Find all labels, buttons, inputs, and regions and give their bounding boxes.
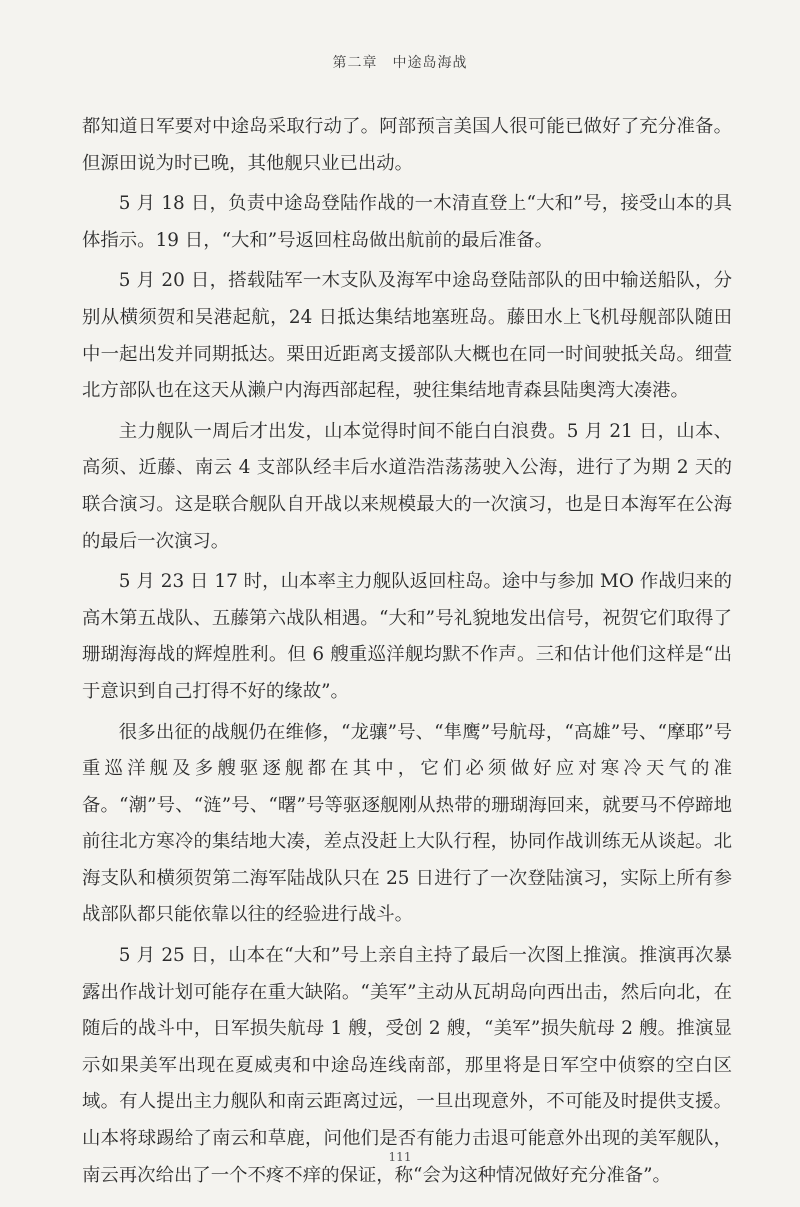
paragraph: 5 月 25 日，山本在“大和”号上亲自主持了最后一次图上推演。推演再次暴露出作战计划可能存在重大缺陷。“美军”主动从瓦胡岛向西出击，然后向北，在随后的战斗中，日军损失航母 1 艘，受创 2 艘，“美军”损失航母 2 艘。推演显示如果美军出现在夏威夷和中途岛连线南部，那里将是日军空中侦察的空白区域。有人提出主力舰队和南云距离过远，一旦出现意外，不可能及时提供支援。山本将球踢给了南云和草鹿，问他们是否有能力击退可能意外出现的美军舰队，南云再次给出了一个不疼不痒的保证，称“会为这种情况做好充分准备”。 [82, 945, 732, 1186]
paragraph: 5 月 20 日，搭载陆军一木支队及海军中途岛登陆部队的田中输送船队，分别从横须贺和吴港起航，24 日抵达集结地塞班岛。藤田水上飞机母舰部队随田中一起出发并同期抵达。栗田近距离支援部队大概也在同一时间驶抵关岛。细萱北方部队也在这天从濑户内海西部起程，驶往集结地青森县陆奥湾大凑港。 [82, 270, 732, 402]
paragraph: 5 月 23 日 17 时，山本率主力舰队返回柱岛。途中与参加 MO 作战归来的高木第五战队、五藤第六战队相遇。“大和”号礼貌地发出信号，祝贺它们取得了珊瑚海海战的辉煌胜利。但 6 艘重巡洋舰均默不作声。三和估计他们这样是“出于意识到自己打得不好的缘故”。 [82, 571, 732, 702]
paragraph: 5 月 18 日，负责中途岛登陆作战的一木清直登上“大和”号，接受山本的具体指示。19 日，“大和”号返回柱岛做出航前的最后准备。 [82, 193, 732, 251]
paragraph: 主力舰队一周后才出发，山本觉得时间不能白白浪费。5 月 21 日，山本、高须、近藤、南云 4 支部队经丰后水道浩浩荡荡驶入公海，进行了为期 2 天的联合演习。这是联合舰队自开战以来规模最大的一次演习，也是日本海军在公海的最后一次演习。 [82, 420, 732, 552]
paragraph: 很多出征的战舰仍在维修，“龙骧”号、“隼鹰”号航母，“高雄”号、“摩耶”号重巡洋舰及多艘驱逐舰都在其中，它们必须做好应对寒冷天气的准备。“潮”号、“涟”号、“曙”号等驱逐舰刚从热带的珊瑚海回来，就要马不停蹄地前往北方寒冷的集结地大凑，差点没赶上大队行程，协同作战训练无从谈起。北海支队和横须贺第二海军陆战队只在 25 日进行了一次登陆演习，实际上所有参战部队都只能依靠以往的经验进行战斗。 [82, 721, 732, 926]
page-number: 111 [388, 1150, 412, 1164]
paragraph-continuation: 都知道日军要对中途岛采取行动了。阿部预言美国人很可能已做好了充分准备。但源田说为时已晚，其他舰只业已出动。 [82, 116, 732, 174]
body-text [82, 109, 732, 1198]
running-header: 第二章 中途岛海战 [332, 55, 468, 71]
